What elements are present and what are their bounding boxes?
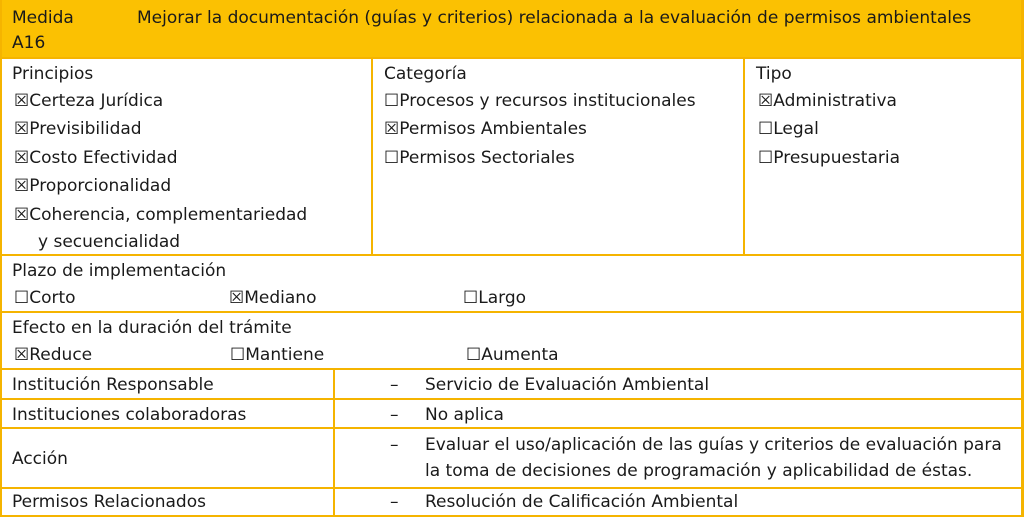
categoria-heading: Categoría	[384, 64, 467, 84]
row-value-accion-line2: la toma de decisiones de programación y aplicabilidad de éstas.	[425, 461, 973, 481]
checkbox-unchecked[interactable]: ☐	[466, 345, 482, 365]
divider-efecto	[0, 368, 1024, 370]
principio-label: Costo Efectividad	[29, 148, 178, 168]
principio-item[interactable]	[14, 176, 171, 196]
efecto-label: Aumenta	[481, 345, 559, 365]
principio-label: Coherencia, complementariedad	[29, 205, 308, 225]
categoria-item[interactable]	[384, 91, 696, 111]
principio-label: Certeza Jurídica	[29, 91, 164, 111]
principio-item[interactable]	[14, 148, 178, 168]
checkbox-checked[interactable]: ☒	[384, 119, 400, 139]
principio-label: Previsibilidad	[29, 119, 142, 139]
dash: –	[390, 375, 399, 395]
principio-label: Proporcionalidad	[29, 176, 172, 196]
row-value-permisos-relacionados: Resolución de Calificación Ambiental	[425, 492, 739, 512]
plazo-option-largo[interactable]	[463, 288, 526, 308]
tipo-heading: Tipo	[756, 64, 792, 84]
dash: –	[390, 405, 399, 425]
categoria-label: Permisos Ambientales	[399, 119, 587, 139]
plazo-option-corto[interactable]	[14, 288, 76, 308]
measure-code: A16	[12, 33, 46, 53]
checkbox-checked[interactable]: ☒	[14, 345, 30, 365]
tipo-label: Presupuestaria	[773, 148, 901, 168]
divider-plazo	[0, 311, 1024, 313]
row-value-institucion-responsable: Servicio de Evaluación Ambiental	[425, 375, 710, 395]
tipo-item[interactable]	[758, 91, 897, 111]
plazo-option-mediano[interactable]	[229, 288, 316, 308]
categoria-item[interactable]	[384, 148, 575, 168]
principio-item[interactable]	[14, 119, 142, 139]
efecto-label: Reduce	[29, 345, 93, 365]
efecto-heading: Efecto en la duración del trámite	[12, 318, 292, 338]
divider-principles	[0, 254, 1024, 256]
principio-item[interactable]	[14, 205, 307, 225]
principio-item[interactable]	[14, 91, 163, 111]
plazo-heading: Plazo de implementación	[12, 261, 227, 281]
checkbox-unchecked[interactable]: ☐	[14, 288, 30, 308]
efecto-option-reduce[interactable]	[14, 345, 92, 365]
checkbox-unchecked[interactable]: ☐	[758, 119, 774, 139]
checkbox-checked[interactable]: ☒	[229, 288, 245, 308]
principio-label-continued: y secuencialidad	[38, 232, 181, 252]
efecto-option-mantiene[interactable]	[230, 345, 324, 365]
divider-col-details	[333, 369, 335, 517]
checkbox-checked[interactable]: ☒	[14, 91, 30, 111]
divider-header	[0, 57, 1024, 59]
tipo-item[interactable]	[758, 148, 900, 168]
checkbox-checked[interactable]: ☒	[758, 91, 774, 111]
measure-title: Mejorar la documentación (guías y criterios) relacionada a la evaluación de permisos ambientales	[137, 8, 972, 28]
plazo-label: Corto	[29, 288, 76, 308]
categoria-label: Procesos y recursos institucionales	[399, 91, 696, 111]
border-left	[0, 0, 2, 517]
row-value-accion-line1: Evaluar el uso/aplicación de las guías y criterios de evaluación para	[425, 435, 1002, 455]
tipo-label: Legal	[773, 119, 819, 139]
categoria-label: Permisos Sectoriales	[399, 148, 575, 168]
checkbox-unchecked[interactable]: ☐	[758, 148, 774, 168]
tipo-label: Administrativa	[773, 91, 897, 111]
checkbox-checked[interactable]: ☒	[14, 148, 30, 168]
row-label-accion: Acción	[12, 449, 68, 469]
checkbox-unchecked[interactable]: ☐	[384, 91, 400, 111]
checkbox-unchecked[interactable]: ☐	[384, 148, 400, 168]
efecto-option-aumenta[interactable]	[466, 345, 559, 365]
row-label-instituciones-colaboradoras: Instituciones colaboradoras	[12, 405, 247, 425]
categoria-item[interactable]	[384, 119, 587, 139]
checkbox-checked[interactable]: ☒	[14, 119, 30, 139]
efecto-label: Mantiene	[245, 345, 325, 365]
plazo-label: Mediano	[244, 288, 317, 308]
checkbox-unchecked[interactable]: ☐	[230, 345, 246, 365]
divider-col-categoria	[371, 58, 373, 255]
checkbox-unchecked[interactable]: ☐	[463, 288, 479, 308]
checkbox-checked[interactable]: ☒	[14, 205, 30, 225]
measure-label: Medida	[12, 8, 74, 28]
checkbox-checked[interactable]: ☒	[14, 176, 30, 196]
divider-col-tipo	[743, 58, 745, 255]
divider-row2	[0, 427, 1024, 429]
row-value-instituciones-colaboradoras: No aplica	[425, 405, 504, 425]
row-label-institucion-responsable: Institución Responsable	[12, 375, 214, 395]
dash: –	[390, 435, 399, 455]
principios-heading: Principios	[12, 64, 94, 84]
plazo-label: Largo	[478, 288, 527, 308]
tipo-item[interactable]	[758, 119, 819, 139]
divider-row3	[0, 487, 1024, 489]
dash: –	[390, 492, 399, 512]
row-label-permisos-relacionados: Permisos Relacionados	[12, 492, 206, 512]
divider-row1	[0, 398, 1024, 400]
